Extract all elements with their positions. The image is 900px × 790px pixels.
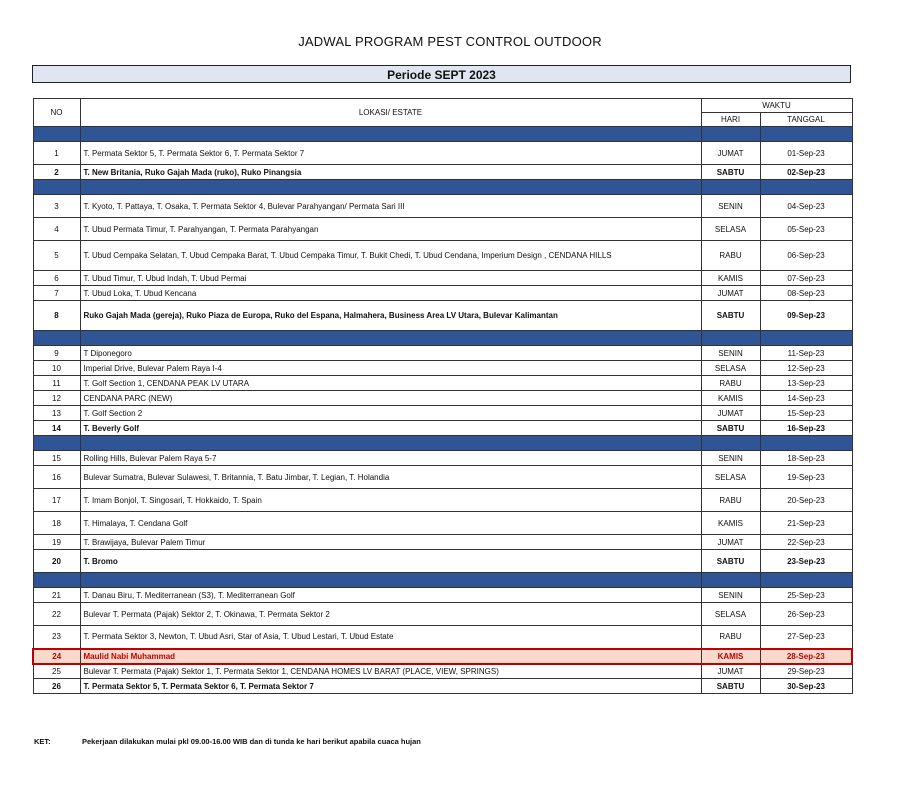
separator-cell <box>760 180 852 195</box>
header-hari: HARI <box>701 113 760 127</box>
cell-tanggal: 22-Sep-23 <box>760 535 852 550</box>
cell-lokasi: T. Permata Sektor 5, T. Permata Sektor 6, T. Permata Sektor 7 <box>80 679 701 694</box>
document-title: JADWAL PROGRAM PEST CONTROL OUTDOOR <box>298 34 602 49</box>
cell-tanggal: 23-Sep-23 <box>760 550 852 573</box>
cell-no: 20 <box>33 550 80 573</box>
cell-hari: SELASA <box>701 466 760 489</box>
cell-lokasi: T. Golf Section 1, CENDANA PEAK LV UTARA <box>80 376 701 391</box>
table-row <box>33 241 852 271</box>
cell-tanggal: 01-Sep-23 <box>760 142 852 165</box>
separator-cell <box>701 573 760 588</box>
cell-hari: KAMIS <box>701 391 760 406</box>
table-row <box>33 603 852 626</box>
cell-hari: SABTU <box>701 550 760 573</box>
cell-tanggal: 18-Sep-23 <box>760 451 852 466</box>
cell-tanggal: 16-Sep-23 <box>760 421 852 436</box>
cell-hari: SENIN <box>701 346 760 361</box>
cell-no: 23 <box>33 626 80 649</box>
cell-tanggal: 06-Sep-23 <box>760 241 852 271</box>
table-row <box>33 664 852 679</box>
header-no: NO <box>33 99 80 127</box>
cell-tanggal: 27-Sep-23 <box>760 626 852 649</box>
cell-lokasi: CENDANA PARC (NEW) <box>80 391 701 406</box>
cell-no: 12 <box>33 391 80 406</box>
separator-cell <box>33 127 80 142</box>
cell-lokasi: T. New Britania, Ruko Gajah Mada (ruko), Ruko Pinangsia <box>80 165 701 180</box>
cell-no: 4 <box>33 218 80 241</box>
cell-lokasi: Ruko Gajah Mada (gereja), Ruko Piaza de Europa, Ruko del Espana, Halmahera, Business Area LV Utara, Bulevar Kalimantan <box>80 301 701 331</box>
schedule-table <box>32 98 853 694</box>
separator-cell <box>760 573 852 588</box>
cell-lokasi: T. Imam Bonjol, T. Singosari, T. Hokkaido, T. Spain <box>80 489 701 512</box>
cell-lokasi: T. Ubud Loka, T. Ubud Kencana <box>80 286 701 301</box>
header-tanggal: TANGGAL <box>760 113 852 127</box>
cell-no: 24 <box>33 649 80 664</box>
cell-tanggal: 25-Sep-23 <box>760 588 852 603</box>
cell-hari: SABTU <box>701 165 760 180</box>
cell-tanggal: 12-Sep-23 <box>760 361 852 376</box>
cell-tanggal: 30-Sep-23 <box>760 679 852 694</box>
cell-lokasi: T. Ubud Permata Timur, T. Parahyangan, T. Permata Parahyangan <box>80 218 701 241</box>
cell-lokasi: T. Himalaya, T. Cendana Golf <box>80 512 701 535</box>
cell-hari: JUMAT <box>701 406 760 421</box>
cell-hari: KAMIS <box>701 271 760 286</box>
cell-tanggal: 19-Sep-23 <box>760 466 852 489</box>
cell-no: 25 <box>33 664 80 679</box>
separator-cell <box>760 331 852 346</box>
cell-lokasi: T. Ubud Timur, T. Ubud Indah, T. Ubud Permai <box>80 271 701 286</box>
cell-no: 8 <box>33 301 80 331</box>
cell-hari: JUMAT <box>701 535 760 550</box>
cell-tanggal: 20-Sep-23 <box>760 489 852 512</box>
cell-lokasi: Maulid Nabi Muhammad <box>80 649 701 664</box>
table-row <box>33 406 852 421</box>
cell-no: 15 <box>33 451 80 466</box>
cell-hari: SABTU <box>701 301 760 331</box>
holiday-row <box>33 649 852 664</box>
cell-tanggal: 09-Sep-23 <box>760 301 852 331</box>
table-row <box>33 142 852 165</box>
cell-lokasi: T. Kyoto, T. Pattaya, T. Osaka, T. Permata Sektor 4, Bulevar Parahyangan/ Permata Sari III <box>80 195 701 218</box>
table-row <box>33 421 852 436</box>
cell-hari: SELASA <box>701 361 760 376</box>
separator-cell <box>33 180 80 195</box>
table-row <box>33 588 852 603</box>
week-separator-row <box>33 331 852 346</box>
cell-tanggal: 02-Sep-23 <box>760 165 852 180</box>
separator-cell <box>760 127 852 142</box>
cell-hari: KAMIS <box>701 649 760 664</box>
header-waktu: WAKTU <box>701 99 852 113</box>
cell-hari: RABU <box>701 626 760 649</box>
table-row <box>33 451 852 466</box>
cell-lokasi: T Diponegoro <box>80 346 701 361</box>
table-row <box>33 376 852 391</box>
separator-cell <box>701 127 760 142</box>
table-row <box>33 535 852 550</box>
cell-no: 14 <box>33 421 80 436</box>
cell-no: 18 <box>33 512 80 535</box>
cell-hari: RABU <box>701 241 760 271</box>
table-row <box>33 165 852 180</box>
cell-hari: RABU <box>701 376 760 391</box>
cell-tanggal: 13-Sep-23 <box>760 376 852 391</box>
cell-tanggal: 15-Sep-23 <box>760 406 852 421</box>
cell-no: 19 <box>33 535 80 550</box>
cell-hari: SABTU <box>701 421 760 436</box>
separator-cell <box>33 436 80 451</box>
table-row <box>33 391 852 406</box>
cell-hari: JUMAT <box>701 286 760 301</box>
cell-no: 3 <box>33 195 80 218</box>
separator-cell <box>80 573 701 588</box>
cell-tanggal: 07-Sep-23 <box>760 271 852 286</box>
table-row <box>33 489 852 512</box>
cell-tanggal: 08-Sep-23 <box>760 286 852 301</box>
cell-tanggal: 11-Sep-23 <box>760 346 852 361</box>
cell-lokasi: Imperial Drive, Bulevar Palem Raya I-4 <box>80 361 701 376</box>
week-separator-row <box>33 436 852 451</box>
cell-no: 6 <box>33 271 80 286</box>
ket-note: Pekerjaan dilakukan mulai pkl 09.00-16.00 WIB dan di tunda ke hari berikut apabila cuaca hujan <box>82 737 421 746</box>
cell-hari: SELASA <box>701 218 760 241</box>
separator-cell <box>33 331 80 346</box>
table-row <box>33 218 852 241</box>
cell-hari: SENIN <box>701 588 760 603</box>
separator-cell <box>80 180 701 195</box>
cell-tanggal: 21-Sep-23 <box>760 512 852 535</box>
periode-banner: Periode SEPT 2023 <box>32 65 851 83</box>
cell-no: 2 <box>33 165 80 180</box>
cell-lokasi: T. Golf Section 2 <box>80 406 701 421</box>
cell-lokasi: Bulevar T. Permata (Pajak) Sektor 2, T. Okinawa, T. Permata Sektor 2 <box>80 603 701 626</box>
cell-no: 1 <box>33 142 80 165</box>
cell-no: 17 <box>33 489 80 512</box>
week-separator-row <box>33 573 852 588</box>
separator-cell <box>701 331 760 346</box>
cell-lokasi: Bulevar T. Permata (Pajak) Sektor 1, T. Permata Sektor 1, CENDANA HOMES LV BARAT (PLACE, VIEW, SPRINGS) <box>80 664 701 679</box>
cell-hari: KAMIS <box>701 512 760 535</box>
cell-lokasi: T. Beverly Golf <box>80 421 701 436</box>
table-row <box>33 286 852 301</box>
table-row <box>33 512 852 535</box>
cell-no: 11 <box>33 376 80 391</box>
ket-label: KET: <box>34 737 51 746</box>
table-row <box>33 195 852 218</box>
cell-no: 9 <box>33 346 80 361</box>
week-separator-row <box>33 180 852 195</box>
cell-hari: JUMAT <box>701 142 760 165</box>
cell-tanggal: 29-Sep-23 <box>760 664 852 679</box>
cell-hari: RABU <box>701 489 760 512</box>
table-row <box>33 679 852 694</box>
separator-cell <box>33 573 80 588</box>
cell-no: 16 <box>33 466 80 489</box>
separator-cell <box>80 127 701 142</box>
cell-tanggal: 05-Sep-23 <box>760 218 852 241</box>
cell-no: 21 <box>33 588 80 603</box>
table-row <box>33 626 852 649</box>
cell-lokasi: Rolling Hills, Bulevar Palem Raya 5-7 <box>80 451 701 466</box>
cell-tanggal: 14-Sep-23 <box>760 391 852 406</box>
schedule-body <box>33 127 852 694</box>
separator-cell <box>80 436 701 451</box>
cell-no: 13 <box>33 406 80 421</box>
cell-lokasi: T. Brawijaya, Bulevar Palem Timur <box>80 535 701 550</box>
cell-no: 5 <box>33 241 80 271</box>
table-row <box>33 466 852 489</box>
cell-no: 22 <box>33 603 80 626</box>
cell-lokasi: T. Bromo <box>80 550 701 573</box>
cell-lokasi: T. Ubud Cempaka Selatan, T. Ubud Cempaka Barat, T. Ubud Cempaka Timur, T. Bukit Chedi, T. Ubud Cendana, Imperium Design , CENDANA HILLS <box>80 241 701 271</box>
cell-hari: SABTU <box>701 679 760 694</box>
table-row <box>33 346 852 361</box>
cell-no: 7 <box>33 286 80 301</box>
cell-hari: JUMAT <box>701 664 760 679</box>
cell-lokasi: T. Permata Sektor 3, Newton, T. Ubud Asri, Star of Asia, T. Ubud Lestari, T. Ubud Estate <box>80 626 701 649</box>
table-row <box>33 301 852 331</box>
week-separator-row <box>33 127 852 142</box>
cell-lokasi: Bulevar Sumatra, Bulevar Sulawesi, T. Britannia, T. Batu Jimbar, T. Legian, T. Holandia <box>80 466 701 489</box>
separator-cell <box>80 331 701 346</box>
cell-lokasi: T. Permata Sektor 5, T. Permata Sektor 6, T. Permata Sektor 7 <box>80 142 701 165</box>
header-lokasi: LOKASI/ ESTATE <box>80 99 701 127</box>
cell-tanggal: 28-Sep-23 <box>760 649 852 664</box>
cell-hari: SENIN <box>701 195 760 218</box>
cell-no: 26 <box>33 679 80 694</box>
separator-cell <box>760 436 852 451</box>
separator-cell <box>701 436 760 451</box>
cell-tanggal: 26-Sep-23 <box>760 603 852 626</box>
table-row <box>33 271 852 286</box>
separator-cell <box>701 180 760 195</box>
cell-no: 10 <box>33 361 80 376</box>
cell-tanggal: 04-Sep-23 <box>760 195 852 218</box>
table-row <box>33 550 852 573</box>
cell-hari: SENIN <box>701 451 760 466</box>
cell-lokasi: T. Danau Biru, T. Mediterranean (S3), T. Mediterranean Golf <box>80 588 701 603</box>
cell-hari: SELASA <box>701 603 760 626</box>
table-row <box>33 361 852 376</box>
